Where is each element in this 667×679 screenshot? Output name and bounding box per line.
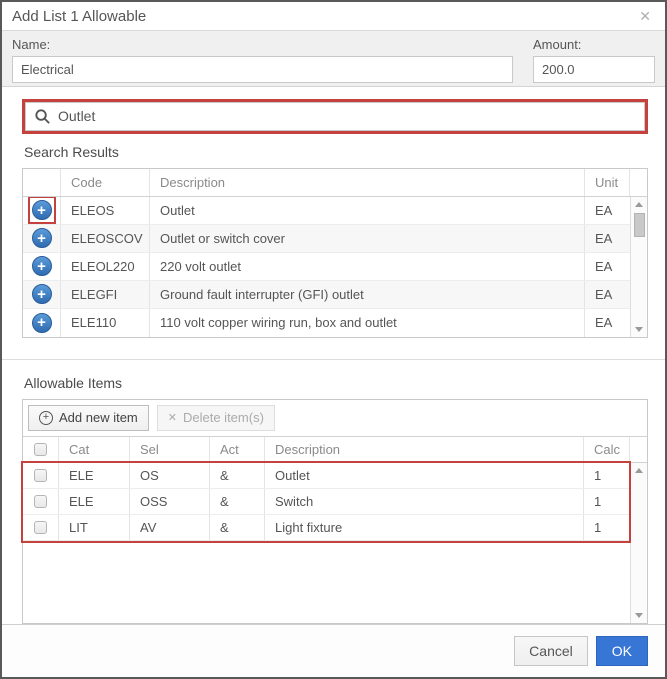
row-checkbox[interactable] [34, 521, 47, 534]
add-result-icon[interactable]: + [32, 284, 52, 304]
scroll-up-icon[interactable] [631, 463, 647, 478]
header-sel: Sel [130, 437, 210, 462]
item-act: & [210, 489, 265, 514]
dialog-titlebar [2, 2, 665, 31]
search-result-row [23, 225, 630, 253]
search-results-label: Search Results [24, 143, 119, 160]
ok-button[interactable]: OK [596, 636, 648, 666]
result-description: Outlet [150, 197, 585, 224]
header-code: Code [61, 169, 150, 196]
result-description: 110 volt copper wiring run, box and outlet [150, 309, 585, 337]
result-description: Ground fault interrupter (GFI) outlet [150, 281, 585, 308]
result-code: ELEOS [61, 197, 150, 224]
search-result-row [23, 281, 630, 309]
allowable-toolbar [23, 400, 647, 437]
close-icon[interactable]: ✕ [639, 7, 651, 24]
item-cat: ELE [59, 463, 130, 488]
amount-input[interactable]: 200.0 [533, 56, 655, 83]
delete-items-button[interactable]: ✕ Delete item(s) [157, 405, 275, 431]
dialog-title: Add List 1 Allowable [12, 7, 147, 25]
result-description: 220 volt outlet [150, 253, 585, 280]
scrollbar-thumb[interactable] [634, 213, 645, 237]
section-divider [2, 359, 665, 360]
item-description: Light fixture [265, 515, 584, 540]
header-calc: Calc [584, 437, 630, 462]
select-all-checkbox[interactable] [34, 443, 47, 456]
search-annotation-box [22, 99, 648, 134]
item-act: & [210, 463, 265, 488]
header-description: Description [265, 437, 584, 462]
item-cat: ELE [59, 489, 130, 514]
item-sel: AV [130, 515, 210, 540]
result-unit: EA [595, 258, 613, 274]
scroll-up-icon[interactable] [631, 197, 647, 212]
add-annotation-box [28, 197, 56, 224]
item-calc: 1 [594, 493, 602, 509]
allowable-scrollbar[interactable] [630, 463, 647, 623]
result-code: ELEGFI [61, 281, 150, 308]
header-scrollbar-spacer [630, 169, 647, 196]
item-cat: LIT [59, 515, 130, 540]
allowable-item-row[interactable] [23, 463, 630, 489]
dialog-body [2, 87, 665, 624]
allowable-item-row[interactable] [23, 515, 630, 541]
form-section [2, 31, 665, 87]
allowable-items-label: Allowable Items [24, 374, 123, 391]
search-results-scrollbar[interactable] [630, 197, 647, 337]
result-unit: EA [595, 202, 613, 218]
name-input[interactable]: Electrical [12, 56, 513, 83]
search-result-row [23, 197, 630, 225]
allowable-items-table [22, 399, 648, 624]
item-description: Outlet [265, 463, 584, 488]
add-result-icon[interactable]: + [32, 200, 52, 220]
scroll-down-icon[interactable] [631, 322, 647, 337]
search-result-row [23, 309, 630, 337]
header-unit: Unit [585, 169, 630, 196]
allowable-header [23, 437, 647, 463]
item-description: Switch [265, 489, 584, 514]
item-act: & [210, 515, 265, 540]
result-unit: EA [595, 230, 613, 246]
search-query-text: Outlet [58, 108, 96, 125]
row-checkbox[interactable] [34, 469, 47, 482]
header-act: Act [210, 437, 265, 462]
search-results-table [22, 168, 648, 338]
result-description: Outlet or switch cover [150, 225, 585, 252]
dialog-footer [2, 624, 665, 677]
item-sel: OSS [130, 489, 210, 514]
result-code: ELE110 [61, 309, 150, 337]
add-new-item-button[interactable]: + Add new item [28, 405, 149, 431]
delete-items-icon: ✕ [167, 412, 177, 425]
item-calc: 1 [594, 467, 602, 483]
item-calc: 1 [594, 519, 602, 535]
header-description: Description [150, 169, 585, 196]
search-icon [34, 108, 51, 125]
result-unit: EA [595, 315, 613, 331]
search-result-row [23, 253, 630, 281]
scroll-down-icon[interactable] [631, 608, 647, 623]
amount-label: Amount: [533, 37, 582, 53]
header-scrollbar-spacer [630, 437, 647, 462]
cancel-button[interactable]: Cancel [514, 636, 588, 666]
search-results-header [23, 169, 647, 197]
row-checkbox[interactable] [34, 495, 47, 508]
name-label: Name: [12, 37, 51, 53]
result-unit: EA [595, 286, 613, 302]
result-code: ELEOL220 [61, 253, 150, 280]
header-add-column [23, 169, 61, 196]
add-result-icon[interactable]: + [32, 313, 52, 333]
search-input[interactable] [25, 102, 645, 131]
allowable-item-row[interactable] [23, 489, 630, 515]
header-cat: Cat [59, 437, 130, 462]
add-result-icon[interactable]: + [32, 256, 52, 276]
item-sel: OS [130, 463, 210, 488]
add-new-item-icon: + [39, 411, 53, 425]
result-code: ELEOSCOV [61, 225, 150, 252]
add-result-icon[interactable]: + [32, 228, 52, 248]
